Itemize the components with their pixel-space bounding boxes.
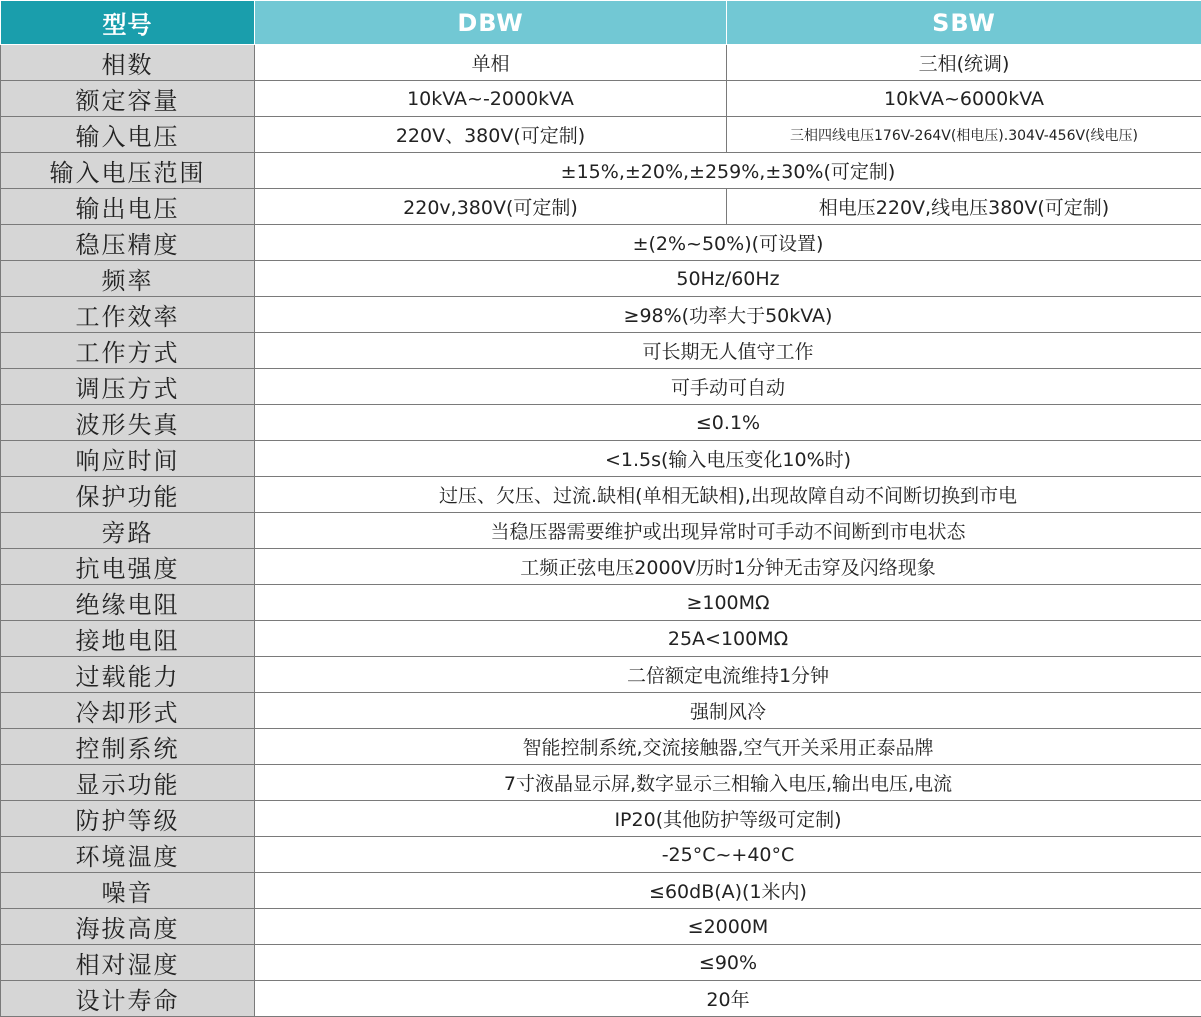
table-row: [1, 441, 1201, 477]
row-label: 工作效率: [1, 297, 255, 333]
row-value: 强制风冷: [255, 693, 1201, 729]
table-row: [1, 153, 1201, 189]
table-row: [1, 405, 1201, 441]
table-row: [1, 729, 1201, 765]
row-label: 调压方式: [1, 369, 255, 405]
row-label: 显示功能: [1, 765, 255, 801]
row-value: 可手动可自动: [255, 369, 1201, 405]
row-label: 抗电强度: [1, 549, 255, 585]
table-row: [1, 45, 1201, 81]
row-value: 7寸液晶显示屏,数字显示三相输入电压,输出电压,电流: [255, 765, 1201, 801]
row-value: 20年: [255, 981, 1201, 1017]
table-row: [1, 225, 1201, 261]
sbw-value: 三相(统调): [727, 45, 1201, 81]
table-row: [1, 657, 1201, 693]
row-value: <1.5s(输入电压变化10%时): [255, 441, 1201, 477]
sbw-value: 相电压220V,线电压380V(可定制): [727, 189, 1201, 225]
sbw-value: 三相四线电压176V-264V(相电压).304V-456V(线电压): [727, 117, 1201, 153]
table-row: [1, 297, 1201, 333]
table-row: [1, 765, 1201, 801]
row-label: 稳压精度: [1, 225, 255, 261]
row-value: 可长期无人值守工作: [255, 333, 1201, 369]
row-label: 控制系统: [1, 729, 255, 765]
table-row: [1, 981, 1201, 1017]
row-value: ±(2%~50%)(可设置): [255, 225, 1201, 261]
row-value: 智能控制系统,交流接触器,空气开关采用正泰品牌: [255, 729, 1201, 765]
header-row: [1, 1, 1201, 45]
row-label: 波形失真: [1, 405, 255, 441]
table-row: [1, 261, 1201, 297]
table-row: [1, 333, 1201, 369]
sbw-header: SBW: [727, 1, 1201, 45]
row-value: 50Hz/60Hz: [255, 261, 1201, 297]
row-value: ≤0.1%: [255, 405, 1201, 441]
row-value: ≤60dB(A)(1米内): [255, 873, 1201, 909]
row-label: 设计寿命: [1, 981, 255, 1017]
table-row: [1, 909, 1201, 945]
row-value: ≥100MΩ: [255, 585, 1201, 621]
row-label: 输出电压: [1, 189, 255, 225]
dbw-value: 单相: [255, 45, 727, 81]
row-value: 当稳压器需要维护或出现异常时可手动不间断到市电状态: [255, 513, 1201, 549]
row-value: -25°C~+40°C: [255, 837, 1201, 873]
row-label: 输入电压范围: [1, 153, 255, 189]
table-row: [1, 621, 1201, 657]
table-row: [1, 801, 1201, 837]
row-label: 保护功能: [1, 477, 255, 513]
row-value: ±15%,±20%,±259%,±30%(可定制): [255, 153, 1201, 189]
dbw-header: DBW: [255, 1, 727, 45]
row-label: 相数: [1, 45, 255, 81]
spec-body: [1, 45, 1201, 1017]
row-label: 相对湿度: [1, 945, 255, 981]
row-value: 25A<100MΩ: [255, 621, 1201, 657]
row-value: IP20(其他防护等级可定制): [255, 801, 1201, 837]
row-label: 噪音: [1, 873, 255, 909]
row-value: ≤90%: [255, 945, 1201, 981]
table-row: [1, 81, 1201, 117]
row-value: 工频正弦电压2000V历时1分钟无击穿及闪络现象: [255, 549, 1201, 585]
row-label: 环境温度: [1, 837, 255, 873]
row-value: ≤2000M: [255, 909, 1201, 945]
row-label: 接地电阻: [1, 621, 255, 657]
table-row: [1, 585, 1201, 621]
row-label: 海拔高度: [1, 909, 255, 945]
table-row: [1, 945, 1201, 981]
sbw-value: 10kVA~6000kVA: [727, 81, 1201, 117]
model-header: 型号: [1, 1, 255, 45]
dbw-value: 220v,380V(可定制): [255, 189, 727, 225]
row-value: ≥98%(功率大于50kVA): [255, 297, 1201, 333]
row-label: 输入电压: [1, 117, 255, 153]
table-row: [1, 873, 1201, 909]
row-label: 额定容量: [1, 81, 255, 117]
dbw-value: 220V、380V(可定制): [255, 117, 727, 153]
row-label: 冷却形式: [1, 693, 255, 729]
table-row: [1, 693, 1201, 729]
table-row: [1, 369, 1201, 405]
row-label: 防护等级: [1, 801, 255, 837]
table-row: [1, 477, 1201, 513]
table-row: [1, 837, 1201, 873]
row-label: 工作方式: [1, 333, 255, 369]
table-row: [1, 513, 1201, 549]
row-label: 频率: [1, 261, 255, 297]
row-label: 绝缘电阻: [1, 585, 255, 621]
row-label: 旁路: [1, 513, 255, 549]
row-value: 过压、欠压、过流.缺相(单相无缺相),出现故障自动不间断切换到市电: [255, 477, 1201, 513]
table-row: [1, 189, 1201, 225]
row-value: 二倍额定电流维持1分钟: [255, 657, 1201, 693]
table-row: [1, 549, 1201, 585]
row-label: 过载能力: [1, 657, 255, 693]
table-row: [1, 117, 1201, 153]
row-label: 响应时间: [1, 441, 255, 477]
dbw-value: 10kVA~-2000kVA: [255, 81, 727, 117]
